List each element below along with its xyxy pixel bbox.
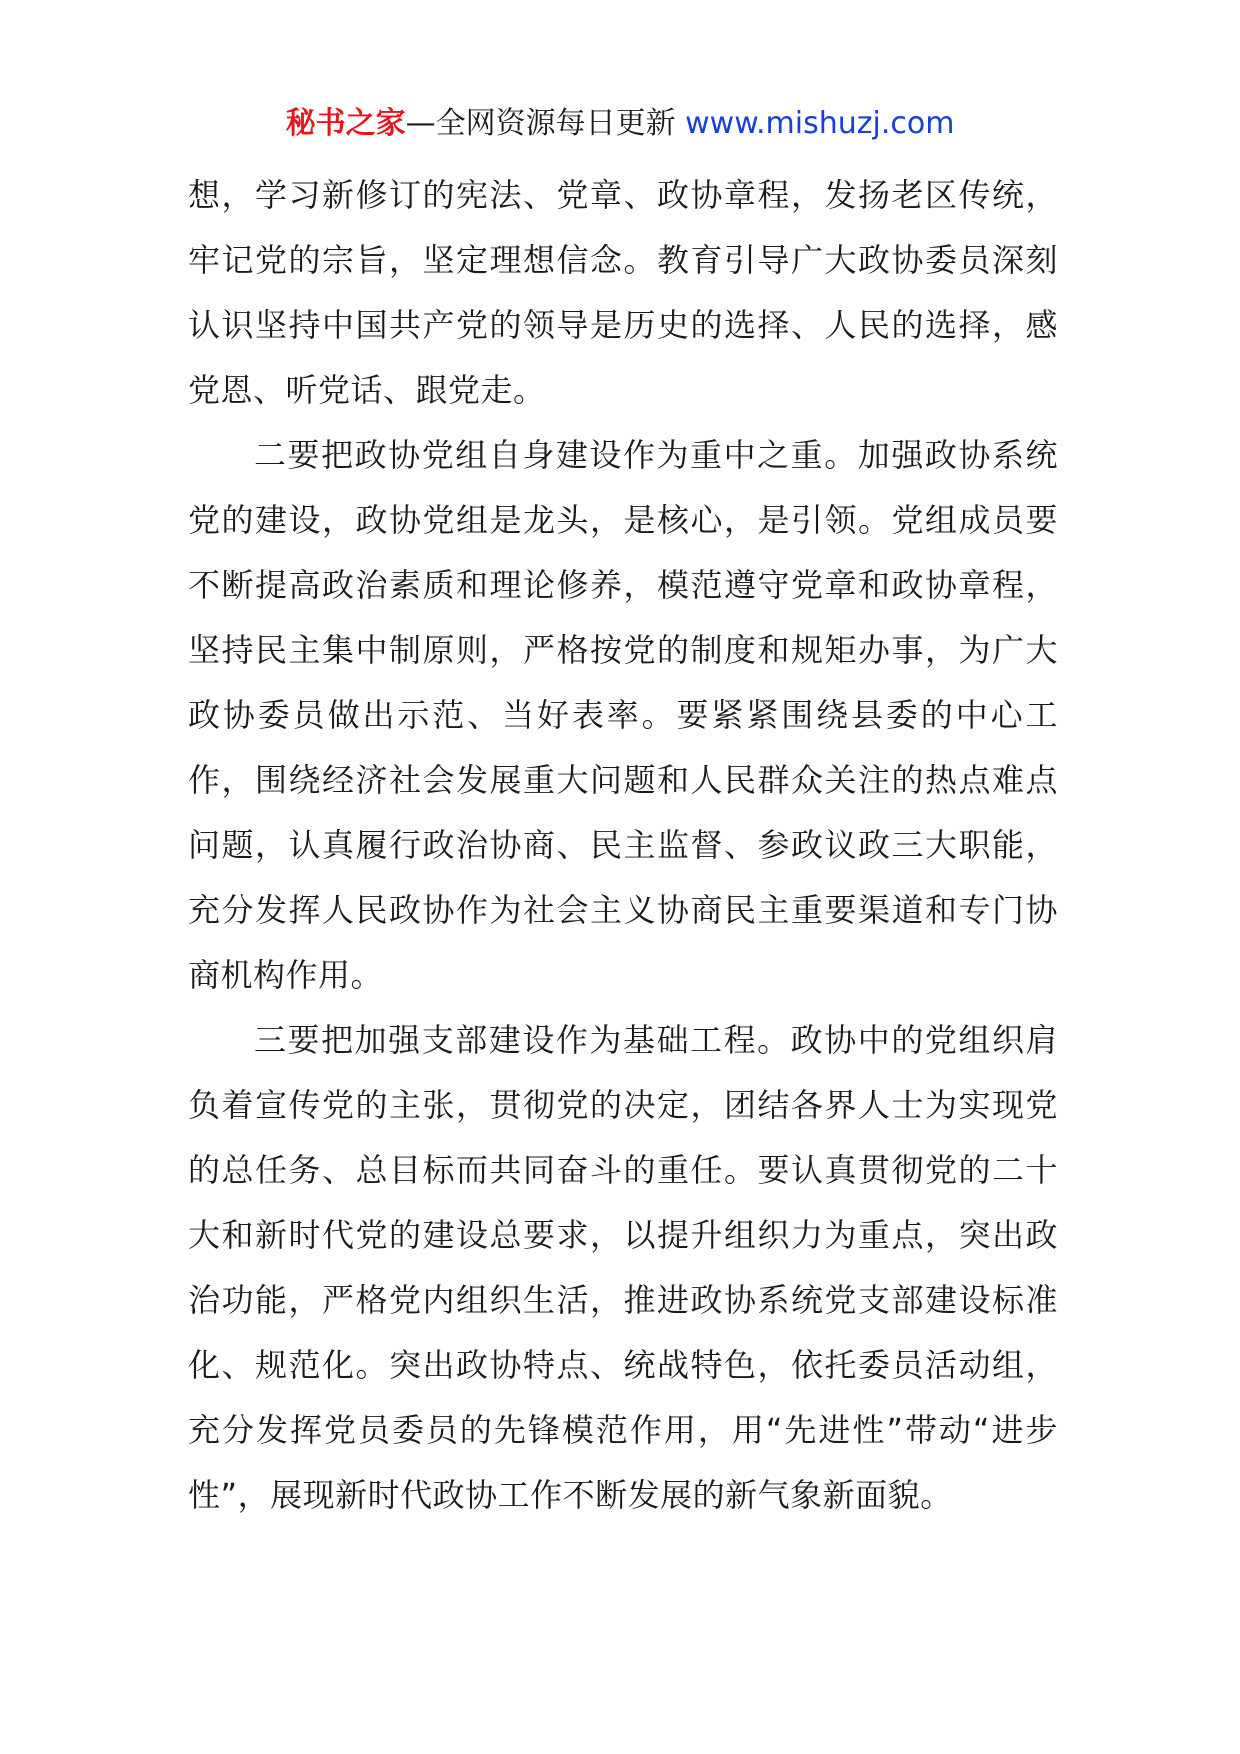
page-header (0, 102, 1240, 146)
brand-name: 秘书之家 (285, 106, 406, 141)
paragraph-continued: 想，学习新修订的宪法、党章、政协章程，发扬老区传统，牢记党的宗旨，坚定理想信念。教育引导广大政协委员深刻认识坚持中国共产党的领导是历史的选择、人民的选择，感党恩、听党话、跟党走。 (188, 176, 1058, 409)
document-body (188, 163, 1058, 1528)
paragraph-third-point: 三要把加强支部建设作为基础工程。政协中的党组织肩负着宣传党的主张，贯彻党的决定，团结各界人士为实现党的总任务、总目标而共同奋斗的重任。要认真贯彻党的二十大和新时代党的建设总要求，以提升组织力为重点，突出政治功能，严格党内组织生活，推进政协系统党支部建设标准化、规范化。突出政协特点、统战特色，依托委员活动组，充分发挥党员委员的先锋模范作用，用“先进性”带动“进步性”，展现新时代政协工作不断发展的新气象新面貌。 (188, 1021, 1058, 1514)
header-tagline: —全网资源每日更新 (405, 106, 676, 141)
site-url-link[interactable]: www.mishuzj.com (685, 106, 955, 141)
paragraph-second-point: 二要把政协党组自身建设作为重中之重。加强政协系统党的建设，政协党组是龙头，是核心，是引领。党组成员要不断提高政治素质和理论修养，模范遵守党章和政协章程，坚持民主集中制原则，严格按党的制度和规矩办事，为广大政协委员做出示范、当好表率。要紧紧围绕县委的中心工作，围绕经济社会发展重大问题和人民群众关注的热点难点问题，认真履行政治协商、民主监督、参政议政三大职能，充分发挥人民政协作为社会主义协商民主重要渠道和专门协商机构作用。 (188, 436, 1058, 994)
